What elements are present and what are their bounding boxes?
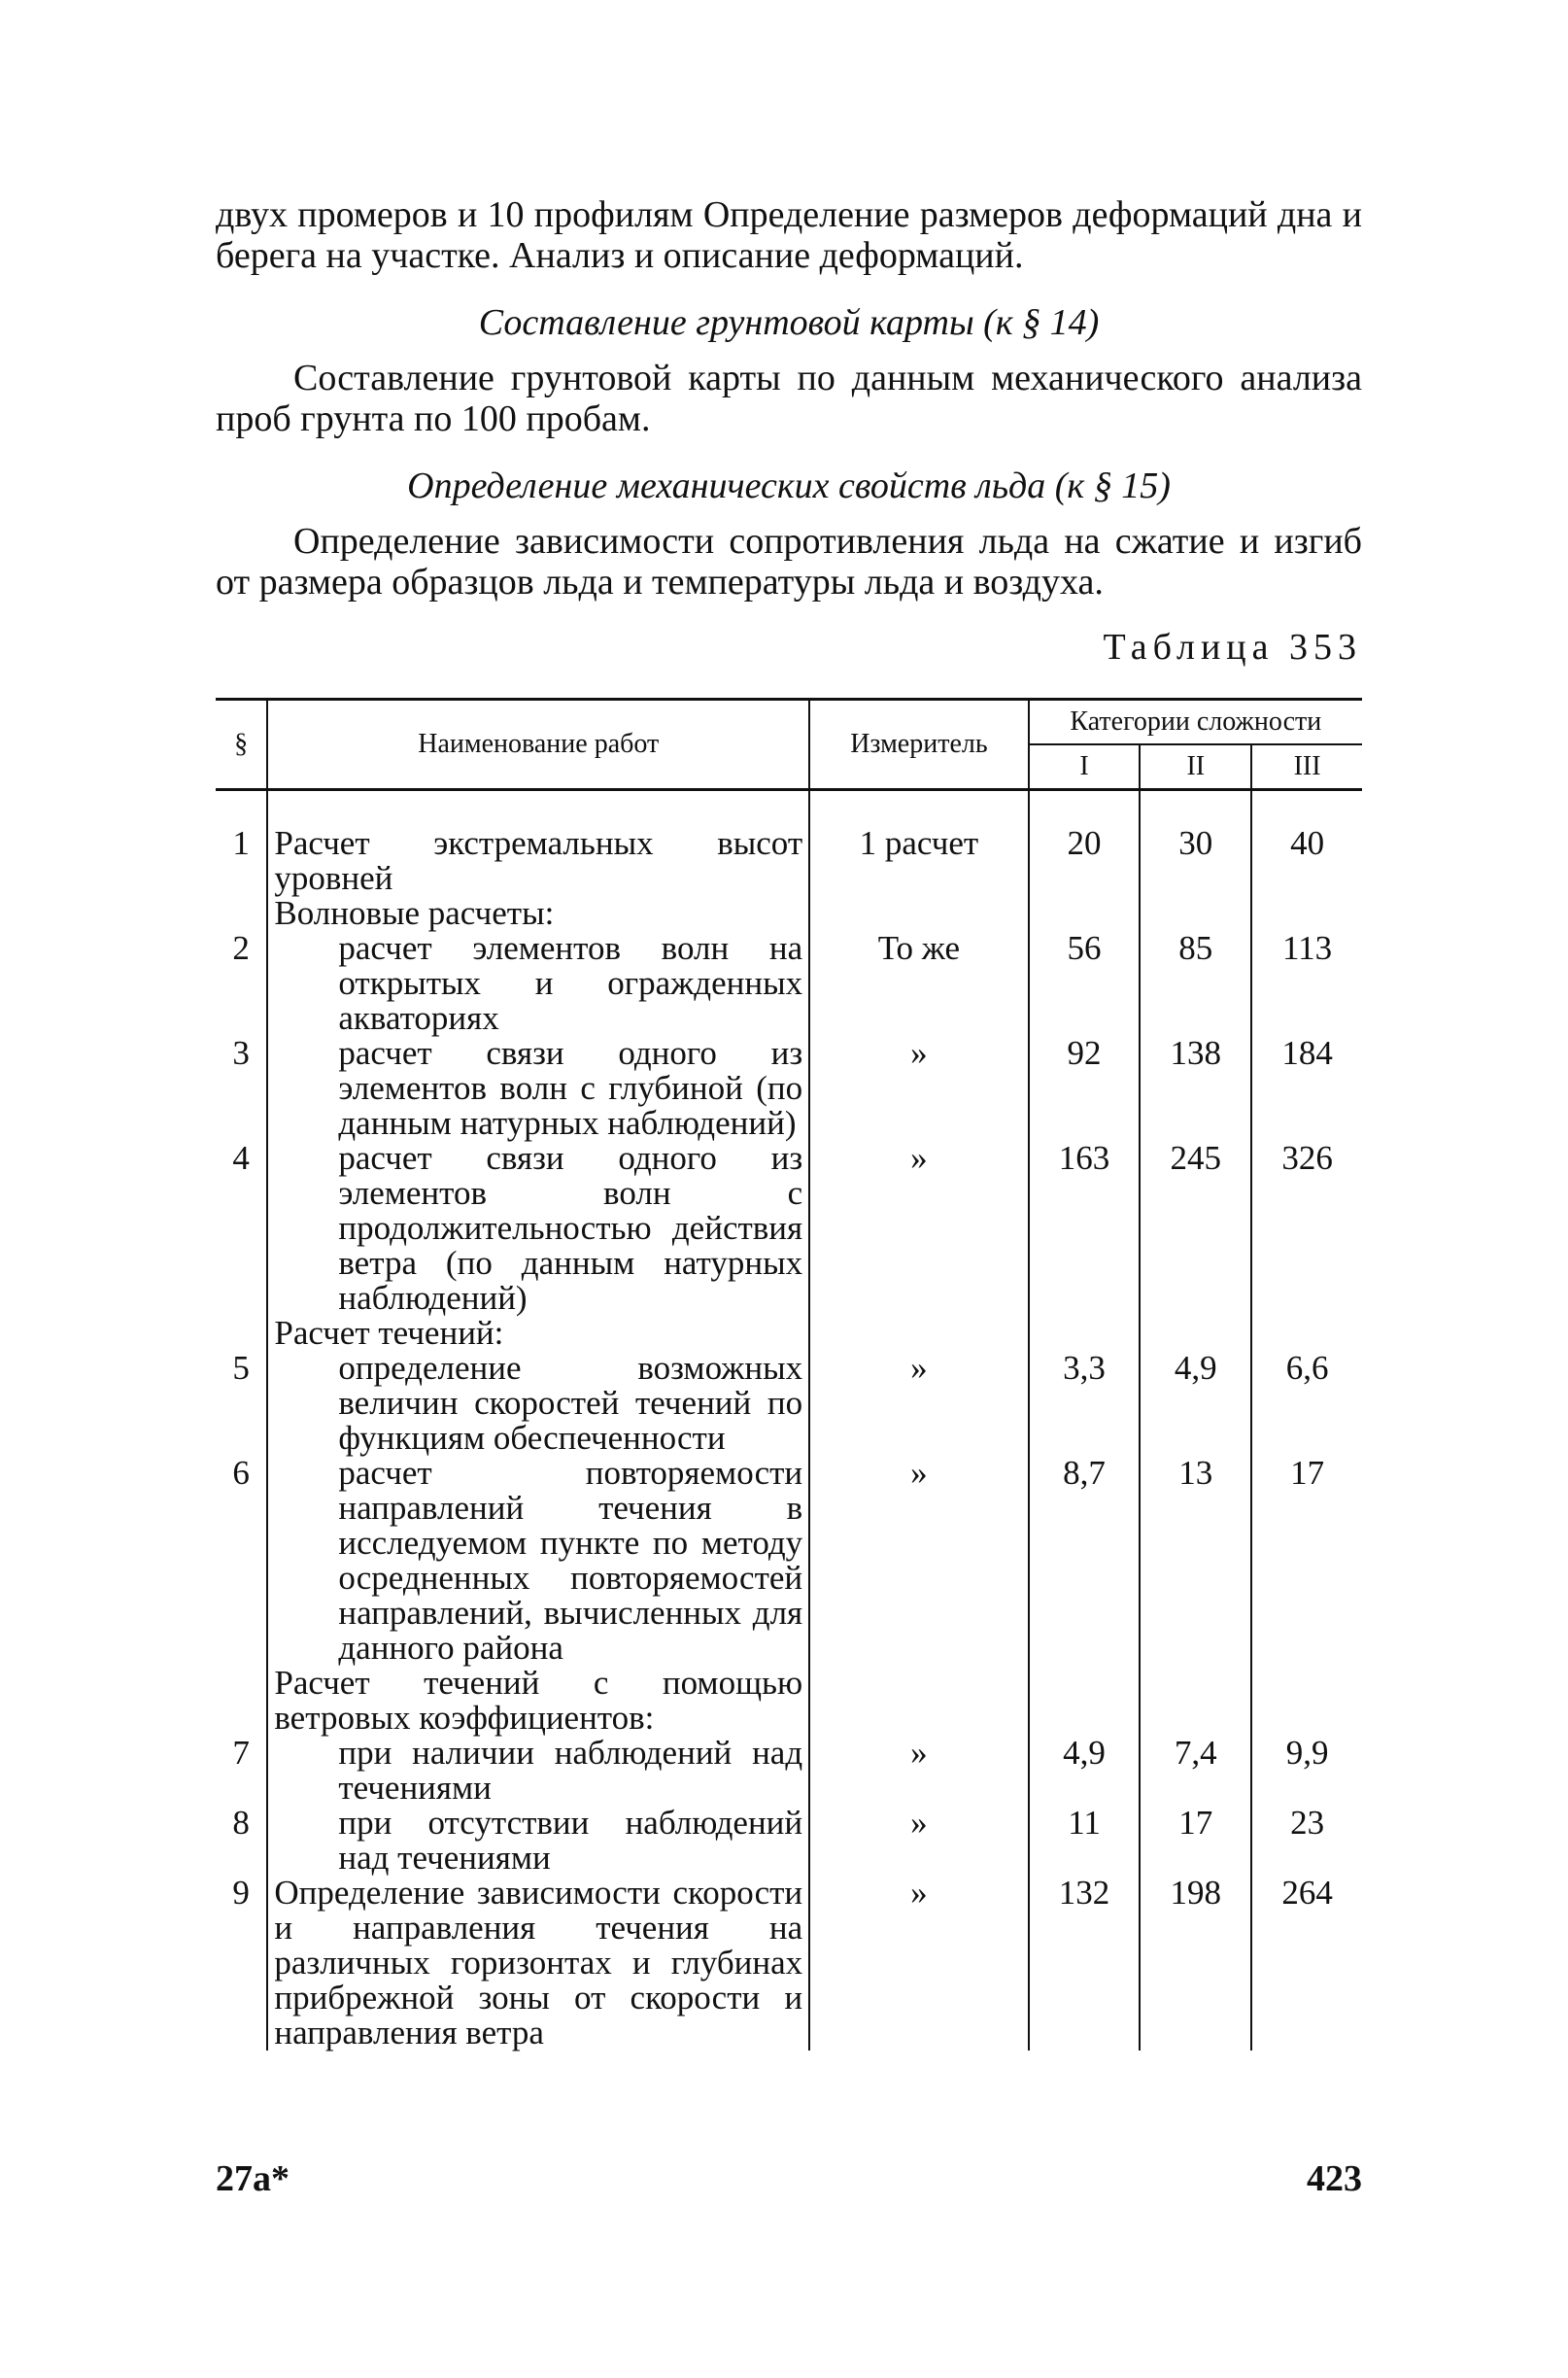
table-group-row <box>216 896 1362 931</box>
row-name: Определение зависимости скорости и направления течения на различных горизонтах и глубинах прибрежной зоны от скорости и направления ветра <box>267 1876 809 2051</box>
signature-mark: 27а* <box>216 2158 290 2199</box>
header-name: Наименование работ <box>267 700 809 790</box>
table-group-row <box>216 1666 1362 1736</box>
table-row <box>216 1736 1362 1806</box>
row-num: 8 <box>232 1804 250 1842</box>
row-measure: » <box>809 1876 1029 2051</box>
section-heading-soil-map: Составление грунтовой карты (к § 14) <box>478 302 1100 343</box>
row-cat-2: 17 <box>1140 1806 1251 1876</box>
header-categories: Категории сложности <box>1029 700 1362 745</box>
row-cat-1: 56 <box>1029 931 1141 1036</box>
row-measure: » <box>809 1036 1029 1141</box>
row-name: Расчет экстремальных высот уровней <box>267 790 809 897</box>
header-cat-3: III <box>1251 744 1362 790</box>
row-name: расчет связи одного из элементов волн с глубиной (по данным натурных наблюдений) <box>338 1034 803 1142</box>
row-name: расчет элементов волн на открытых и огражденных акваториях <box>338 929 803 1037</box>
row-cat-2: 30 <box>1140 790 1251 897</box>
row-cat-2: 85 <box>1140 931 1251 1036</box>
row-cat-3: 17 <box>1251 1456 1362 1666</box>
row-num: 5 <box>232 1349 250 1387</box>
row-name: расчет связи одного из элементов волн с продолжительностью действия ветра (по данным натурных наблюдений) <box>338 1139 803 1317</box>
table-group-row <box>216 1316 1362 1351</box>
header-measure: Измеритель <box>809 700 1029 790</box>
row-cat-1: 163 <box>1029 1141 1141 1316</box>
group-title-wind: Расчет течений с помощью ветровых коэффициентов: <box>267 1666 809 1736</box>
row-cat-3: 23 <box>1251 1806 1362 1876</box>
row-cat-2: 13 <box>1140 1456 1251 1666</box>
row-cat-1: 11 <box>1029 1806 1141 1876</box>
row-cat-3: 6,6 <box>1251 1351 1362 1456</box>
row-name: определение возможных величин скоростей течений по функциям обеспеченности <box>338 1349 803 1457</box>
table-row <box>216 1456 1362 1666</box>
intro-paragraph: двух промеров и 10 профилям Определение размеров деформаций дна и берега на участке. Анализ и описание деформаций. <box>216 194 1362 276</box>
row-cat-2: 7,4 <box>1140 1736 1251 1806</box>
row-cat-3: 264 <box>1251 1876 1362 2051</box>
row-cat-3: 9,9 <box>1251 1736 1362 1806</box>
section-heading-ice: Определение механических свойств льда (к § 15) <box>407 465 1171 506</box>
page-number: 423 <box>1307 2158 1362 2199</box>
row-cat-3: 184 <box>1251 1036 1362 1141</box>
row-cat-2: 245 <box>1140 1141 1251 1316</box>
page-content <box>216 194 1362 2051</box>
row-measure: 1 расчет <box>809 790 1029 897</box>
row-measure: » <box>809 1806 1029 1876</box>
table-row <box>216 1806 1362 1876</box>
table-row <box>216 1876 1362 2051</box>
group-title-wave: Волновые расчеты: <box>267 896 809 931</box>
row-num: 6 <box>232 1454 250 1492</box>
header-num: § <box>216 700 267 790</box>
row-num: 2 <box>232 929 250 967</box>
row-measure: То же <box>809 931 1029 1036</box>
section-text-ice: Определение зависимости сопротивления льда на сжатие и изгиб от размера образцов льда и температуры льда и воздуха. <box>216 521 1362 603</box>
table-row <box>216 1141 1362 1316</box>
header-cat-1: I <box>1029 744 1141 790</box>
row-num: 1 <box>232 824 250 862</box>
row-num: 9 <box>232 1874 250 1912</box>
row-cat-3: 326 <box>1251 1141 1362 1316</box>
table-row <box>216 1351 1362 1456</box>
row-measure: » <box>809 1736 1029 1806</box>
row-cat-1: 20 <box>1029 790 1141 897</box>
row-cat-1: 8,7 <box>1029 1456 1141 1666</box>
row-cat-1: 92 <box>1029 1036 1141 1141</box>
row-cat-1: 4,9 <box>1029 1736 1141 1806</box>
section-text-soil-map: Составление грунтовой карты по данным механического анализа проб грунта по 100 пробам. <box>216 358 1362 439</box>
row-measure: » <box>809 1141 1029 1316</box>
row-cat-2: 198 <box>1140 1876 1251 2051</box>
row-num: 3 <box>232 1034 250 1072</box>
row-name: при отсутствии наблюдений над течениями <box>338 1804 803 1877</box>
row-cat-2: 4,9 <box>1140 1351 1251 1456</box>
table-label: Таблица 353 <box>1103 627 1362 668</box>
row-num: 4 <box>232 1139 250 1177</box>
row-cat-3: 40 <box>1251 790 1362 897</box>
row-measure: » <box>809 1456 1029 1666</box>
row-cat-1: 3,3 <box>1029 1351 1141 1456</box>
row-measure: » <box>809 1351 1029 1456</box>
group-title-current: Расчет течений: <box>267 1316 809 1351</box>
row-name: при наличии наблюдений над течениями <box>338 1734 803 1807</box>
row-name: расчет повторяемости направлений течения в исследуемом пункте по методу осредненных повторяемостей направлений, вычисленных для данного района <box>338 1454 803 1667</box>
table-row <box>216 1036 1362 1141</box>
works-table <box>216 698 1362 2051</box>
table-row <box>216 790 1362 897</box>
header-cat-2: II <box>1140 744 1251 790</box>
table-row <box>216 931 1362 1036</box>
row-cat-3: 113 <box>1251 931 1362 1036</box>
row-num: 7 <box>232 1734 250 1772</box>
row-cat-1: 132 <box>1029 1876 1141 2051</box>
row-cat-2: 138 <box>1140 1036 1251 1141</box>
